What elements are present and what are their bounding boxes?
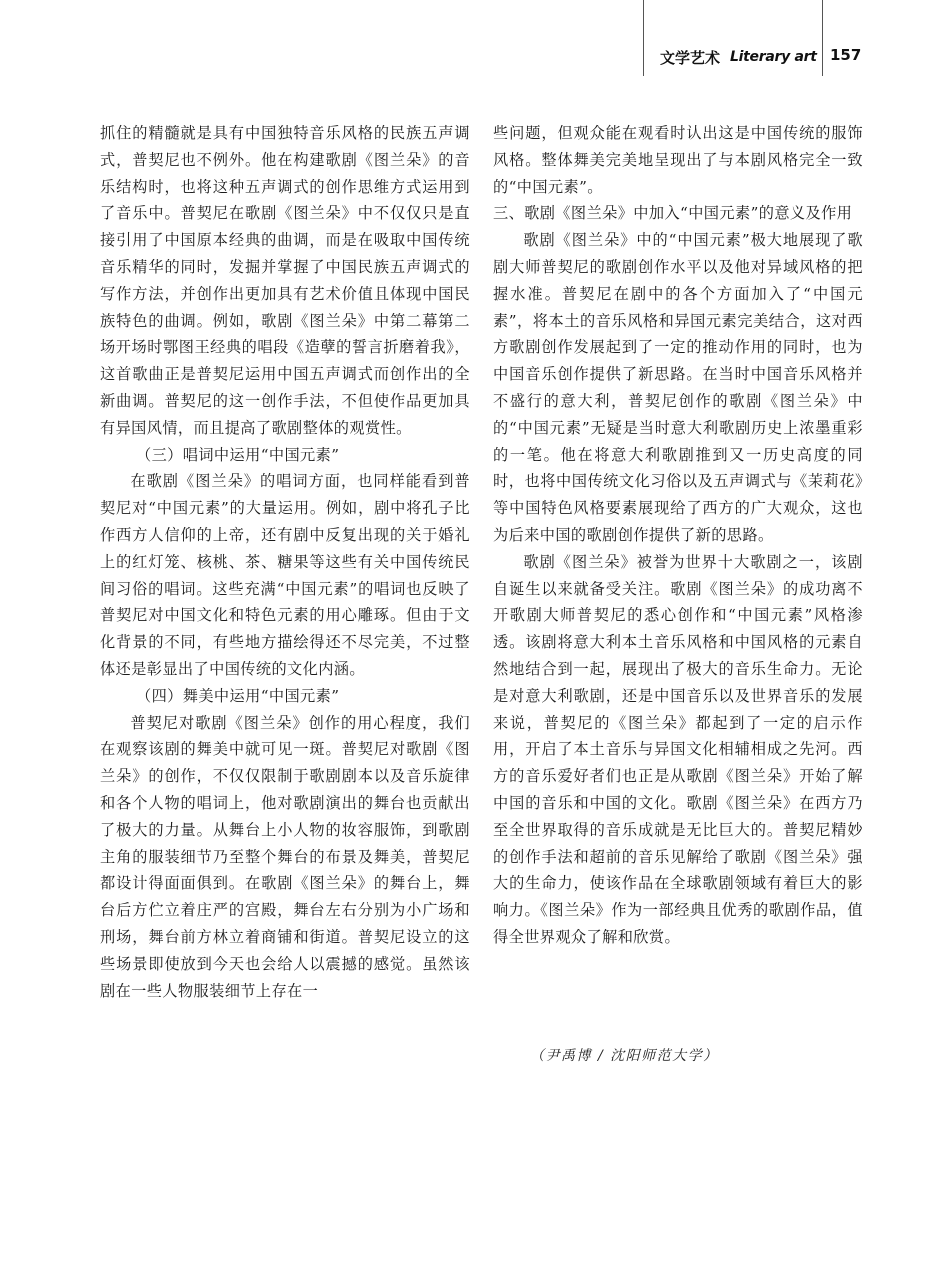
page-number: 157	[830, 46, 862, 64]
paragraph: 歌剧《图兰朵》被誉为世界十大歌剧之一，该剧自诞生以来就备受关注。歌剧《图兰朵》的成功离不开歌剧大师普契尼的悉心创作和“中国元素”风格渗透。该剧将意大利本土音乐风格和中国风格的元素自然地结合到一起，展现出了极大的音乐生命力。无论是对意大利歌剧，还是中国音乐以及世界音乐的发展来说，普契尼的《图兰朵》都起到了一定的启示作用，开启了本土音乐与异国文化相辅相成之先河。西方的音乐爱好者们也正是从歌剧《图兰朵》开始了解中国的音乐和中国的文化。歌剧《图兰朵》在西方乃至全世界取得的音乐成就是无比巨大的。普契尼精妙的创作手法和超前的音乐见解给了歌剧《图兰朵》强大的生命力，使该作品在全球歌剧领域有着巨大的影响力。《图兰朵》作为一部经典且优秀的歌剧作品，值得全世界观众了解和欣赏。	[493, 552, 863, 946]
paragraph: 抓住的精髓就是具有中国独特音乐风格的民族五声调式，普契尼也不例外。他在构建歌剧《图兰朵》的音乐结构时，也将这种五声调式的创作思维方式运用到了音乐中。普契尼在歌剧《图兰朵》中不仅仅只是直接引用了中国原本经典的曲调，而是在吸取中国传统音乐精华的同时，发掘并掌握了中国民族五声调式的写作方法，并创作出更加具有艺术价值且体现中国民族特色的曲调。例如，歌剧《图兰朵》中第二幕第二场开场时鄂图王经典的唱段《造孽的誓言折磨着我》，这首歌曲正是普契尼运用中国五声调式而创作出的全新曲调。普契尼的这一创作手法，不但使作品更加具有异国风情，而且提高了歌剧整体的观赏性。	[100, 124, 470, 437]
header-divider-left	[643, 0, 644, 76]
subsection-heading: （三）唱词中运用“中国元素”	[136, 445, 340, 464]
subsection-heading: （四）舞美中运用“中国元素”	[136, 686, 340, 705]
section-title-cn: 文学艺术	[660, 48, 721, 67]
right-column	[493, 120, 863, 951]
running-header	[660, 46, 817, 68]
header-divider-right	[822, 0, 823, 76]
author-attribution: （尹禹博 / 沈阳师范大学）	[530, 1048, 719, 1064]
paragraph: 普契尼对歌剧《图兰朵》创作的用心程度，我们在观察该剧的舞美中就可见一斑。普契尼对歌剧《图兰朵》的创作，不仅仅限制于歌剧剧本以及音乐旋律和各个人物的唱词上，他对歌剧演出的舞台也贡献出了极大的力量。从舞台上小人物的妆容服饰，到歌剧主角的服装细节乃至整个舞台的布景及舞美，普契尼都设计得面面俱到。在歌剧《图兰朵》的舞台上，舞台后方伫立着庄严的宫殿，舞台左右分别为小广场和刑场，舞台前方林立着商铺和街道。普契尼设立的这些场景即使放到今天也会给人以震撼的感觉。虽然该剧在一些人物服装细节上存在一	[100, 713, 470, 1000]
paragraph: 歌剧《图兰朵》中的“中国元素”极大地展现了歌剧大师普契尼的歌剧创作水平以及他对异域风格的把握水准。普契尼在剧中的各个方面加入了“中国元素”，将本土的音乐风格和异国元素完美结合，这对西方歌剧创作发展起到了一定的推动作用的同时，也为中国音乐创作提供了新思路。在当时中国音乐风格并不盛行的意大利，普契尼创作的歌剧《图兰朵》中的“中国元素”无疑是当时意大利歌剧历史上浓墨重彩的一笔。他在将意大利歌剧推到又一历史高度的同时，也将中国传统文化习俗以及五声调式与《茉莉花》等中国特色风格要素展现给了西方的广大观众，这也为后来中国的歌剧创作提供了新的思路。	[493, 231, 863, 544]
paragraph: 在歌剧《图兰朵》的唱词方面，也同样能看到普契尼对“中国元素”的大量运用。例如，剧中将孔子比作西方人信仰的上帝，还有剧中反复出现的关于婚礼上的红灯笼、核桃、茶、糖果等这些有关中国传统民间习俗的唱词。这些充满“中国元素”的唱词也反映了普契尼对中国文化和特色元素的用心雕琢。但由于文化背景的不同，有些地方描绘得还不尽完美，不过整体还是彰显出了中国传统的文化内涵。	[100, 472, 470, 678]
paragraph: 些问题，但观众能在观看时认出这是中国传统的服饰风格。整体舞美完美地呈现出了与本剧风格完全一致的“中国元素”。	[493, 124, 863, 196]
section-title-en: Literary art	[730, 49, 817, 65]
left-column	[100, 120, 470, 1004]
section-heading: 三、歌剧《图兰朵》中加入“中国元素”的意义及作用	[493, 204, 853, 223]
